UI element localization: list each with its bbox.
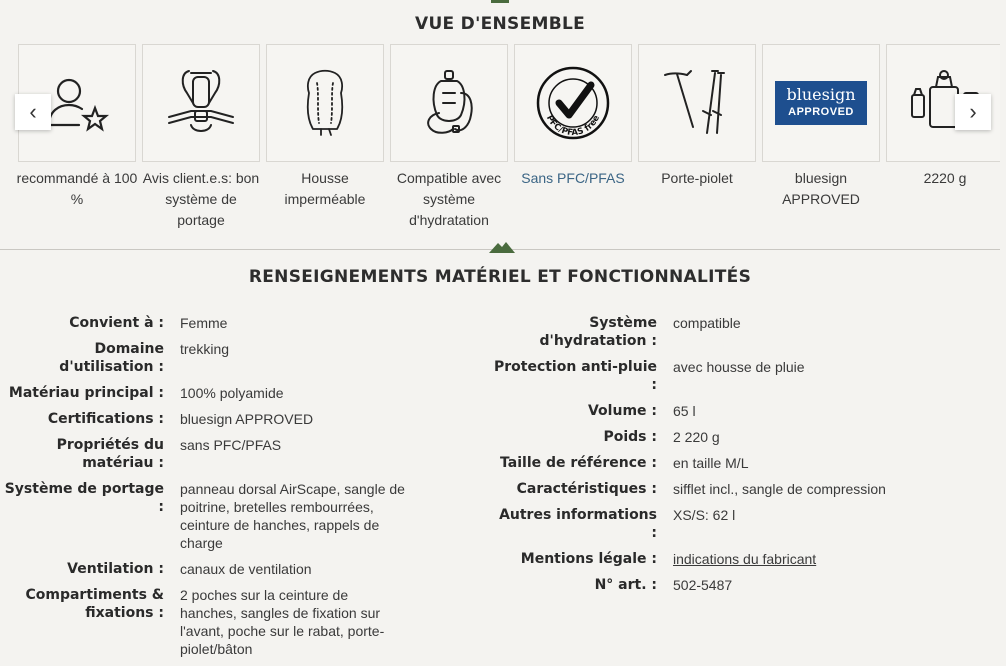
carousel-next-button[interactable] — [955, 94, 991, 130]
spec-row — [490, 358, 973, 394]
spec-value: 502-5487 — [673, 577, 733, 593]
mountain-icon — [489, 241, 515, 253]
spec-label: Ventilation : — [67, 561, 164, 577]
spec-row — [490, 454, 973, 472]
rain-cover-icon — [285, 63, 365, 143]
feature-tile-harness[interactable] — [142, 44, 260, 162]
spec-label: Convient à : — [69, 315, 164, 331]
spec-label: Matériau principal : — [8, 385, 164, 401]
chevron-right-icon: › — [969, 99, 977, 124]
spec-row — [490, 506, 973, 542]
spec-row — [490, 402, 973, 420]
feature-tile-ice-axe[interactable] — [638, 44, 756, 162]
spec-label: Certifications : — [47, 411, 164, 427]
spec-row — [0, 314, 408, 332]
pfc-pfas-free-icon — [533, 63, 613, 143]
feature-caption: recommandé à 100 % — [16, 170, 138, 207]
spec-value: 2 poches sur la ceinture de hanches, sangles de fixation sur l'avant, poche sur le rabat, porte-piolet/bâton — [180, 587, 385, 657]
spec-row — [0, 586, 408, 658]
feature-carousel — [0, 44, 1000, 244]
carousel-prev-button[interactable] — [15, 94, 51, 130]
spec-row — [490, 480, 973, 498]
spec-value: canaux de ventilation — [180, 561, 312, 577]
spec-value: Femme — [180, 315, 228, 331]
spec-value: sans PFC/PFAS — [180, 437, 282, 453]
spec-label: Protection anti-pluie : — [493, 359, 657, 393]
feature-caption: Housse imperméable — [284, 170, 366, 207]
bluesign-logo: bluesign APPROVED — [775, 81, 867, 125]
specs-title: RENSEIGNEMENTS MATÉRIEL ET FONCTIONNALITÉS — [248, 267, 752, 287]
spec-value: XS/S: 62 l — [673, 507, 736, 523]
spec-value: panneau dorsal AirScape, sangle de poitrine, bretelles rembourrées, ceinture de hanches, rappels de charge — [180, 481, 405, 551]
ice-axe-poles-icon — [657, 63, 737, 143]
feature-caption: Avis client.e.s: bon système de portage — [142, 170, 260, 228]
spec-label: Volume : — [587, 403, 657, 419]
specs-left-column — [0, 314, 408, 666]
feature-caption: Compatible avec système d'hydratation — [396, 170, 502, 228]
spec-label: Autres informations : — [499, 507, 657, 541]
feature-caption-link[interactable]: Sans PFC/PFAS — [521, 170, 625, 186]
spec-label: Système d'hydratation : — [539, 315, 657, 349]
spec-row — [0, 410, 408, 428]
spec-value: en taille M/L — [673, 455, 749, 471]
spec-value: 65 l — [673, 403, 696, 419]
feature-tile-hydration[interactable] — [390, 44, 508, 162]
spec-value: sifflet incl., sangle de compression — [673, 481, 886, 497]
overview-title: VUE D'ENSEMBLE — [414, 14, 586, 34]
spec-label: N° art. : — [594, 577, 657, 593]
spec-row — [490, 314, 973, 350]
feature-caption: bluesign APPROVED — [782, 170, 860, 207]
feature-tile-pfc-free[interactable] — [514, 44, 632, 162]
feature-tile-bluesign[interactable] — [762, 44, 880, 162]
spec-value: bluesign APPROVED — [180, 411, 314, 427]
spec-row — [0, 340, 408, 376]
spec-label: Taille de référence : — [500, 455, 657, 471]
spec-value: compatible — [673, 315, 741, 331]
spec-label: Poids : — [603, 429, 657, 445]
feature-tile-raincover[interactable] — [266, 44, 384, 162]
svg-text:PFC/PFAS free: PFC/PFAS free — [543, 113, 603, 139]
backpack-harness-icon — [161, 63, 241, 143]
spec-label: Propriétés du matériau : — [56, 437, 164, 471]
spec-value: avec housse de pluie — [673, 359, 805, 375]
spec-row — [0, 560, 408, 578]
spec-row — [490, 428, 973, 446]
top-accent — [491, 0, 509, 3]
spec-label: Système de portage : — [4, 481, 164, 515]
feature-caption: Porte-piolet — [661, 170, 733, 186]
spec-row — [0, 384, 408, 402]
feature-caption: 2220 g — [923, 170, 967, 186]
manufacturer-info-link[interactable]: indications du fabricant — [673, 551, 817, 567]
spec-value: trekking — [180, 341, 230, 357]
spec-row — [0, 436, 408, 472]
specs-right-column — [490, 314, 973, 602]
spec-row — [490, 576, 973, 594]
spec-label: Mentions légale : — [520, 551, 657, 567]
hydration-bladder-icon — [409, 63, 489, 143]
spec-label: Domaine d'utilisation : — [59, 341, 164, 375]
spec-row — [490, 550, 973, 568]
spec-label: Caractéristiques : — [516, 481, 657, 497]
spec-value: 100% polyamide — [180, 385, 284, 401]
spec-value: 2 220 g — [673, 429, 720, 445]
spec-label: Compartiments & fixations : — [25, 587, 164, 621]
chevron-left-icon: ‹ — [29, 99, 37, 124]
spec-row — [0, 480, 408, 552]
